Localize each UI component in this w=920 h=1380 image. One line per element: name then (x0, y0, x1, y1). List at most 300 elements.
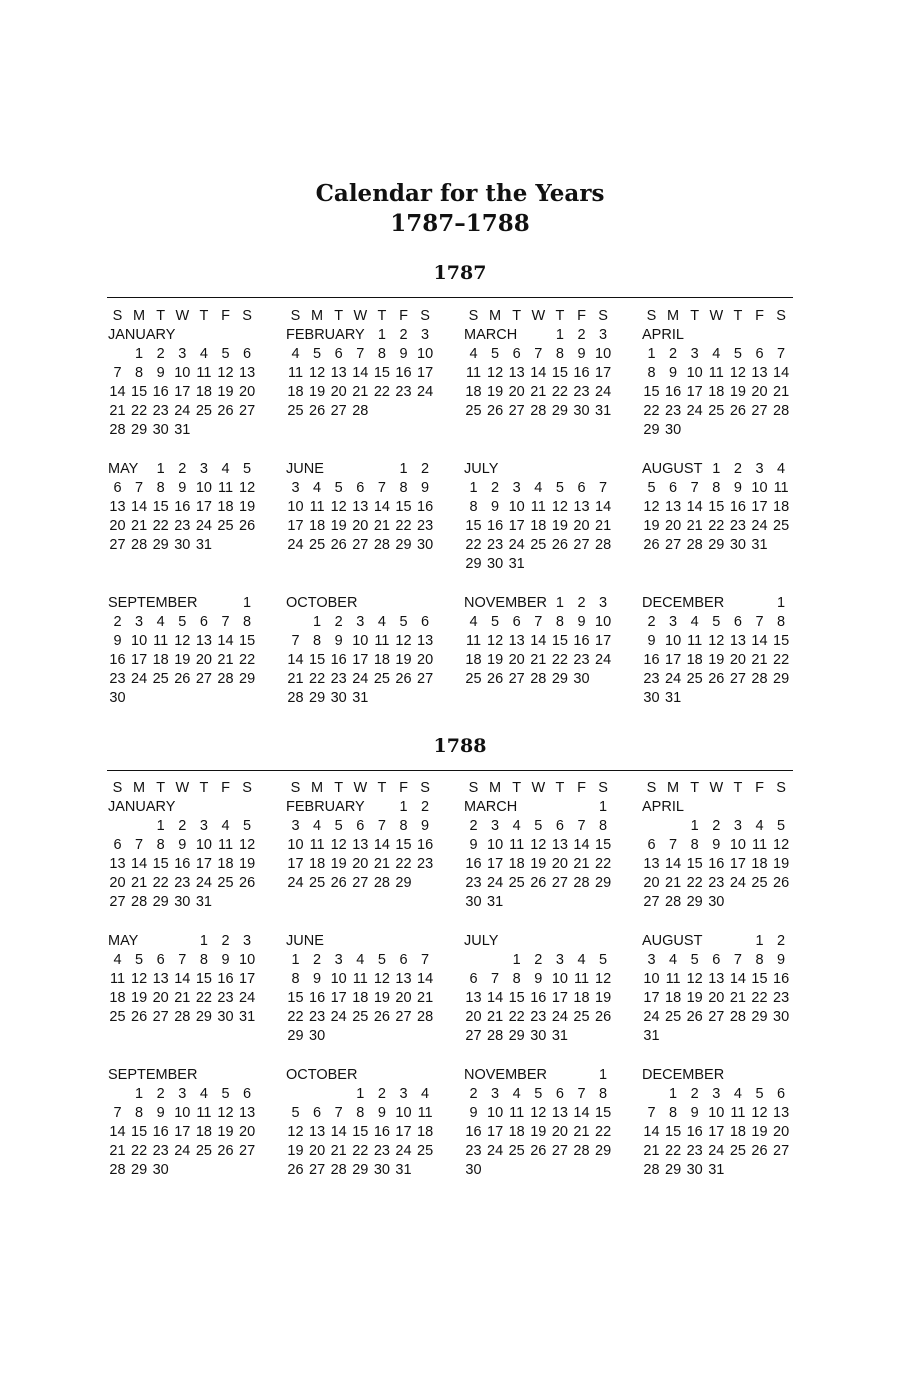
day-cell: 16 (152, 384, 169, 400)
day-cell: 13 (708, 971, 725, 987)
day-cell: 27 (109, 537, 126, 553)
day-cell: 24 (287, 537, 304, 553)
day-cell: 27 (508, 403, 525, 419)
day-cell: 30 (417, 537, 434, 553)
day-cell: 12 (174, 633, 191, 649)
day-cell: 19 (330, 518, 347, 534)
year-heading-1787: 1787 (433, 262, 487, 284)
day-cell: 6 (243, 346, 252, 362)
day-cell: 4 (356, 952, 365, 968)
day-cell: 15 (195, 971, 212, 987)
day-cell: 25 (508, 875, 525, 891)
day-cell: 15 (751, 971, 768, 987)
day-cell: 2 (421, 799, 430, 815)
weekday-label: S (290, 308, 301, 324)
day-cell: 21 (373, 518, 390, 534)
day-cell: 28 (595, 537, 612, 553)
day-cell: 5 (178, 614, 187, 630)
day-cell: 2 (712, 818, 721, 834)
day-cell: 3 (733, 818, 742, 834)
day-cell: 19 (595, 990, 612, 1006)
day-cell: 28 (287, 690, 304, 706)
day-cell: 31 (195, 894, 212, 910)
day-cell: 2 (534, 952, 543, 968)
day-cell: 6 (356, 480, 365, 496)
day-cell: 2 (156, 346, 165, 362)
day-cell: 17 (487, 1124, 504, 1140)
day-cell: 24 (487, 1143, 504, 1159)
weekday-label: T (555, 780, 565, 796)
day-cell: 13 (729, 633, 746, 649)
day-cell: 28 (352, 403, 369, 419)
day-cell: 26 (239, 518, 256, 534)
day-cell: 19 (530, 1124, 547, 1140)
day-cell: 1 (356, 1086, 365, 1102)
day-cell: 28 (573, 1143, 590, 1159)
day-cell: 2 (491, 480, 500, 496)
day-cell: 25 (195, 1143, 212, 1159)
day-cell: 1 (512, 952, 521, 968)
day-cell: 4 (512, 1086, 521, 1102)
day-cell: 2 (178, 818, 187, 834)
day-cell: 3 (755, 461, 764, 477)
day-cell: 22 (152, 875, 169, 891)
day-cell: 18 (573, 990, 590, 1006)
weekday-label: M (133, 308, 146, 324)
weekday-label: T (512, 308, 522, 324)
day-cell: 27 (508, 671, 525, 687)
day-cell: 6 (469, 971, 478, 987)
weekday-label: S (776, 780, 786, 796)
day-cell: 2 (777, 933, 786, 949)
day-cell: 27 (195, 671, 212, 687)
day-cell: 15 (239, 633, 256, 649)
day-cell: 29 (551, 671, 568, 687)
day-cell: 17 (330, 990, 347, 1006)
day-cell: 1 (712, 461, 721, 477)
day-cell: 20 (729, 652, 746, 668)
day-cell: 23 (373, 1143, 390, 1159)
month-january (107, 779, 267, 915)
day-cell: 5 (777, 818, 786, 834)
day-cell: 14 (373, 499, 390, 515)
day-cell: 27 (465, 1028, 482, 1044)
day-cell: 4 (577, 952, 586, 968)
day-cell: 26 (330, 875, 347, 891)
day-cell: 3 (243, 933, 252, 949)
day-cell: 19 (239, 856, 256, 872)
weekday-label: F (577, 780, 586, 796)
day-cell: 19 (239, 499, 256, 515)
day-cell: 24 (595, 384, 612, 400)
weekday-label: T (512, 780, 522, 796)
day-cell: 8 (755, 952, 764, 968)
day-cell: 13 (417, 633, 434, 649)
month-name: JUNE (286, 933, 324, 949)
day-cell: 1 (156, 461, 165, 477)
day-cell: 10 (508, 499, 525, 515)
day-cell: 8 (555, 614, 564, 630)
day-cell: 18 (417, 1124, 434, 1140)
day-cell: 10 (174, 365, 191, 381)
day-cell: 14 (487, 990, 504, 1006)
month-june (285, 913, 445, 1049)
day-cell: 13 (643, 856, 660, 872)
day-cell: 3 (135, 614, 144, 630)
day-cell: 26 (287, 1162, 304, 1178)
day-cell: 27 (330, 403, 347, 419)
page-subtitle-years: 1787–1788 (390, 210, 530, 237)
day-cell: 30 (465, 1162, 482, 1178)
day-cell: 29 (395, 537, 412, 553)
day-cell: 30 (686, 1162, 703, 1178)
day-cell: 24 (595, 652, 612, 668)
day-cell: 10 (487, 1105, 504, 1121)
day-cell: 5 (243, 818, 252, 834)
day-cell: 15 (373, 365, 390, 381)
day-cell: 2 (313, 952, 322, 968)
day-cell: 8 (399, 818, 408, 834)
day-cell: 29 (152, 894, 169, 910)
weekday-label: S (112, 308, 123, 324)
day-cell: 22 (595, 1124, 612, 1140)
page-title: Calendar for the Years (315, 180, 605, 207)
day-cell: 19 (373, 990, 390, 1006)
year-divider (107, 770, 793, 771)
weekday-label: M (311, 780, 324, 796)
day-cell: 19 (131, 990, 148, 1006)
day-cell: 2 (156, 1086, 165, 1102)
day-cell: 10 (595, 614, 612, 630)
weekday-label: F (577, 308, 586, 324)
day-cell: 25 (287, 403, 304, 419)
day-cell: 14 (287, 652, 304, 668)
day-cell: 18 (217, 499, 234, 515)
day-cell: 28 (773, 403, 790, 419)
weekday-label: T (199, 308, 209, 324)
day-cell: 16 (665, 384, 682, 400)
weekday-label: T (377, 308, 387, 324)
day-cell: 25 (152, 671, 169, 687)
day-cell: 11 (217, 480, 234, 496)
day-cell: 13 (195, 633, 212, 649)
day-cell: 6 (669, 480, 678, 496)
day-cell: 23 (573, 384, 590, 400)
day-cell: 28 (751, 671, 768, 687)
day-cell: 7 (733, 952, 742, 968)
day-cell: 31 (195, 537, 212, 553)
weekday-label: W (353, 308, 368, 324)
day-cell: 30 (573, 671, 590, 687)
day-cell: 1 (377, 327, 386, 343)
day-cell: 25 (465, 671, 482, 687)
day-cell: 31 (708, 1162, 725, 1178)
day-cell: 24 (174, 1143, 191, 1159)
day-cell: 7 (577, 1086, 586, 1102)
weekday-label: T (334, 308, 344, 324)
day-cell: 26 (330, 537, 347, 553)
month-name: SEPTEMBER (108, 595, 198, 611)
weekday-label: S (242, 308, 252, 324)
day-cell: 28 (373, 537, 390, 553)
day-cell: 25 (309, 875, 326, 891)
day-cell: 23 (708, 875, 725, 891)
day-cell: 11 (530, 499, 546, 515)
day-cell: 14 (665, 856, 682, 872)
day-cell: 10 (330, 971, 347, 987)
day-cell: 10 (729, 837, 746, 853)
day-cell: 9 (577, 614, 586, 630)
day-cell: 21 (417, 990, 434, 1006)
month-name: MARCH (464, 327, 518, 343)
day-cell: 17 (643, 990, 660, 1006)
day-cell: 21 (643, 1143, 660, 1159)
day-cell: 25 (309, 537, 326, 553)
day-cell: 15 (352, 1124, 369, 1140)
day-cell: 16 (174, 856, 191, 872)
day-cell: 5 (399, 614, 408, 630)
day-cell: 18 (309, 856, 326, 872)
day-cell: 8 (399, 480, 408, 496)
day-cell: 23 (773, 990, 790, 1006)
month-name: MAY (108, 461, 139, 477)
day-cell: 29 (395, 875, 412, 891)
day-cell: 22 (508, 1009, 525, 1025)
day-cell: 23 (643, 671, 660, 687)
day-cell: 13 (352, 499, 369, 515)
day-cell: 21 (131, 875, 148, 891)
day-cell: 25 (729, 1143, 746, 1159)
day-cell: 23 (109, 671, 126, 687)
day-cell: 16 (573, 365, 590, 381)
day-cell: 20 (508, 652, 525, 668)
weekday-label: M (489, 780, 502, 796)
day-cell: 26 (551, 537, 568, 553)
day-cell: 7 (135, 480, 144, 496)
day-cell: 20 (109, 518, 126, 534)
day-cell: 16 (109, 652, 126, 668)
day-cell: 13 (239, 365, 256, 381)
weekday-label: S (468, 308, 479, 324)
day-cell: 23 (417, 518, 434, 534)
day-cell: 17 (729, 856, 746, 872)
day-cell: 7 (113, 1105, 122, 1121)
day-cell: 9 (156, 365, 165, 381)
day-cell: 22 (708, 518, 725, 534)
month-name: APRIL (642, 327, 684, 343)
day-cell: 18 (309, 518, 326, 534)
month-august (641, 441, 801, 577)
day-cell: 31 (174, 422, 191, 438)
day-cell: 21 (131, 518, 148, 534)
weekday-label: M (667, 780, 680, 796)
day-cell: 29 (309, 690, 326, 706)
day-cell: 19 (487, 384, 504, 400)
day-cell: 14 (643, 1124, 660, 1140)
day-cell: 22 (751, 990, 768, 1006)
day-cell: 8 (377, 346, 386, 362)
day-cell: 16 (643, 652, 660, 668)
day-cell: 2 (577, 595, 586, 611)
day-cell: 26 (487, 403, 504, 419)
day-cell: 27 (573, 537, 590, 553)
day-cell: 12 (239, 837, 256, 853)
day-cell: 11 (708, 365, 724, 381)
day-cell: 7 (647, 1105, 656, 1121)
day-cell: 30 (487, 556, 504, 572)
day-cell: 22 (643, 403, 660, 419)
day-cell: 3 (647, 952, 656, 968)
day-cell: 4 (469, 346, 478, 362)
weekday-label: S (420, 780, 430, 796)
day-cell: 1 (690, 818, 699, 834)
day-cell: 18 (508, 856, 525, 872)
day-cell: 14 (174, 971, 191, 987)
month-name: OCTOBER (286, 1067, 358, 1083)
day-cell: 17 (352, 652, 369, 668)
day-cell: 14 (217, 633, 234, 649)
day-cell: 15 (686, 856, 703, 872)
day-cell: 8 (599, 1086, 608, 1102)
day-cell: 29 (131, 1162, 148, 1178)
day-cell: 3 (599, 327, 608, 343)
day-cell: 9 (113, 633, 122, 649)
year-divider (107, 297, 793, 298)
day-cell: 2 (178, 461, 187, 477)
weekday-label: F (755, 308, 764, 324)
day-cell: 20 (643, 875, 660, 891)
day-cell: 15 (152, 499, 169, 515)
weekday-label: S (290, 780, 301, 796)
day-cell: 17 (551, 990, 568, 1006)
day-cell: 26 (395, 671, 412, 687)
day-cell: 19 (330, 856, 347, 872)
day-cell: 24 (352, 671, 369, 687)
day-cell: 24 (239, 990, 256, 1006)
day-cell: 21 (530, 652, 547, 668)
day-cell: 1 (555, 327, 564, 343)
day-cell: 3 (199, 461, 208, 477)
day-cell: 20 (330, 384, 347, 400)
day-cell: 24 (665, 671, 682, 687)
day-cell: 14 (573, 837, 590, 853)
day-cell: 19 (287, 1143, 304, 1159)
month-name: DECEMBER (642, 595, 725, 611)
day-cell: 8 (243, 614, 252, 630)
day-cell: 22 (195, 990, 212, 1006)
day-cell: 15 (131, 1124, 148, 1140)
day-cell: 7 (135, 837, 144, 853)
day-cell: 12 (217, 1105, 234, 1121)
day-cell: 17 (665, 652, 682, 668)
day-cell: 25 (217, 875, 234, 891)
day-cell: 22 (352, 1143, 369, 1159)
day-cell: 26 (729, 403, 746, 419)
day-cell: 21 (487, 1009, 504, 1025)
month-name: JULY (464, 933, 499, 949)
day-cell: 23 (530, 1009, 547, 1025)
day-cell: 27 (417, 671, 434, 687)
day-cell: 13 (330, 365, 347, 381)
day-cell: 7 (669, 837, 678, 853)
day-cell: 20 (352, 518, 369, 534)
day-cell: 26 (708, 671, 725, 687)
day-cell: 6 (113, 480, 122, 496)
day-cell: 4 (712, 346, 721, 362)
day-cell: 19 (530, 856, 547, 872)
day-cell: 5 (534, 818, 543, 834)
day-cell: 20 (773, 1124, 790, 1140)
day-cell: 7 (221, 614, 230, 630)
day-cell: 27 (773, 1143, 790, 1159)
day-cell: 5 (243, 461, 252, 477)
day-cell: 15 (508, 990, 525, 1006)
day-cell: 10 (686, 365, 703, 381)
day-cell: 17 (595, 365, 612, 381)
day-cell: 17 (595, 633, 612, 649)
weekday-label: T (733, 780, 743, 796)
day-cell: 12 (708, 633, 725, 649)
day-cell: 21 (686, 518, 703, 534)
day-cell: 14 (373, 837, 390, 853)
day-cell: 6 (755, 346, 764, 362)
day-cell: 16 (217, 971, 234, 987)
weekday-label: F (221, 780, 230, 796)
month-name: JANUARY (108, 327, 176, 343)
day-cell: 29 (665, 1162, 682, 1178)
day-cell: 4 (669, 952, 678, 968)
day-cell: 15 (152, 856, 169, 872)
month-september (107, 575, 267, 711)
day-cell: 19 (309, 384, 326, 400)
day-cell: 8 (156, 837, 165, 853)
day-cell: 6 (199, 614, 208, 630)
day-cell: 25 (217, 518, 234, 534)
day-cell: 30 (152, 1162, 169, 1178)
day-cell: 29 (686, 894, 703, 910)
day-cell: 18 (665, 990, 682, 1006)
day-cell: 4 (777, 461, 786, 477)
day-cell: 5 (135, 952, 144, 968)
day-cell: 5 (334, 480, 343, 496)
day-cell: 27 (551, 875, 568, 891)
day-cell: 5 (755, 1086, 764, 1102)
day-cell: 27 (551, 1143, 568, 1159)
day-cell: 14 (109, 384, 126, 400)
day-cell: 8 (356, 1105, 365, 1121)
day-cell: 9 (334, 633, 343, 649)
day-cell: 4 (199, 346, 208, 362)
weekday-label: S (468, 780, 479, 796)
day-cell: 26 (686, 1009, 703, 1025)
day-cell: 19 (217, 1124, 234, 1140)
day-cell: 30 (465, 894, 482, 910)
day-cell: 16 (395, 365, 412, 381)
day-cell: 22 (287, 1009, 304, 1025)
day-cell: 29 (195, 1009, 212, 1025)
day-cell: 21 (287, 671, 304, 687)
weekday-label: F (399, 308, 408, 324)
month-september (107, 1047, 267, 1183)
month-name: AUGUST (642, 933, 703, 949)
day-cell: 22 (551, 384, 568, 400)
day-cell: 3 (291, 480, 300, 496)
day-cell: 30 (174, 537, 191, 553)
day-cell: 11 (309, 837, 325, 853)
day-cell: 31 (551, 1028, 568, 1044)
day-cell: 19 (708, 652, 725, 668)
day-cell: 18 (465, 652, 482, 668)
